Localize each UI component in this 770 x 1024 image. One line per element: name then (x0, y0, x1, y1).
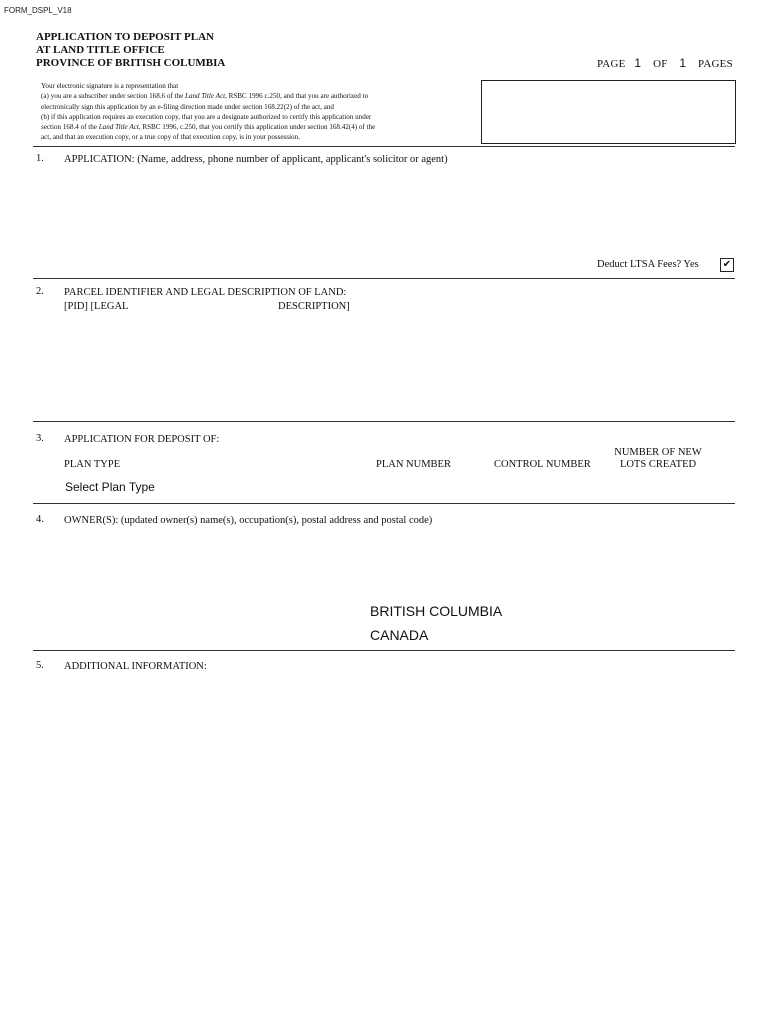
pages-label: PAGES (698, 58, 733, 70)
signature-notice-line: Your electronic signature is a representation that (41, 82, 179, 90)
act-name: Land Title Act (98, 123, 139, 132)
section-2-number: 2. (36, 286, 44, 297)
additional-information-field[interactable] (64, 676, 734, 996)
section-divider (33, 421, 735, 422)
section-1-number: 1. (36, 153, 44, 164)
section-5-number: 5. (36, 660, 44, 671)
control-number-field[interactable] (494, 477, 599, 495)
section-2-label: PARCEL IDENTIFIER AND LEGAL DESCRIPTION OF LAND: (64, 287, 347, 298)
plan-type-select[interactable]: Select Plan Type (65, 480, 155, 494)
act-name: Land Title Act (185, 92, 226, 101)
section-divider (33, 503, 735, 504)
signature-field[interactable] (481, 80, 736, 144)
page-indicator (597, 56, 733, 70)
section-divider (33, 650, 735, 651)
deduct-fees-label: Deduct LTSA Fees? Yes (597, 259, 699, 270)
lots-created-header: NUMBER OF NEW LOTS CREATED (614, 447, 702, 470)
plan-number-field[interactable] (370, 477, 470, 495)
form-title (36, 31, 225, 70)
page-number-field[interactable]: 1 (634, 56, 642, 70)
signature-notice-line: act, and that an execution copy, or a true copy of that execution copy, is in your possession. (41, 133, 300, 142)
signature-notice-line: (b) if this application requires an execution copy, that you are a designate authorized to certify this application under (41, 112, 372, 121)
page-label: PAGE (597, 58, 626, 70)
plan-number-header: PLAN NUMBER (376, 459, 451, 470)
section-3-number: 3. (36, 433, 44, 444)
section-divider (33, 146, 735, 147)
signature-notice-line: (a) you are a subscriber under section 168.6 of the Land Title Act, RSBC 1996 c.250, and that you are authorized to (41, 92, 369, 101)
of-label: OF (653, 58, 668, 70)
title-line-1: APPLICATION TO DEPOSIT PLAN (36, 31, 214, 43)
section-divider (33, 278, 735, 279)
legal-description-text: DESCRIPTION] (278, 301, 350, 312)
title-line-2: AT LAND TITLE OFFICE (36, 44, 165, 56)
control-number-header: CONTROL NUMBER (494, 459, 591, 470)
form-id: FORM_DSPL_V18 (4, 6, 72, 15)
pid-legal-text: [PID] [LEGAL (64, 301, 129, 312)
signature-notice-line: electronically sign this application by an e-filing direction made under section 168.22(2) of the act, and (41, 102, 334, 111)
title-line-3: PROVINCE OF BRITISH COLUMBIA (36, 57, 226, 69)
lots-created-field[interactable] (612, 477, 712, 495)
section-4-number: 4. (36, 514, 44, 525)
plan-type-header: PLAN TYPE (64, 459, 121, 470)
applicant-field[interactable] (64, 168, 734, 252)
signature-notice-line: section 168.4 of the Land Title Act, RSBC 1996, c.250, that you certify this application under section 168.42(4) of the (41, 123, 376, 132)
section-1-label: APPLICATION: (Name, address, phone number of applicant, applicant's solicitor or agent) (64, 154, 448, 165)
section-4-label: OWNER(S): (updated owner(s) name(s), occupation(s), postal address and postal code) (64, 515, 433, 526)
deduct-fees-checkbox[interactable]: ✔ (720, 258, 734, 272)
total-pages-field[interactable]: 1 (679, 56, 687, 70)
signature-notice (41, 81, 471, 143)
owner-province: BRITISH COLUMBIA (370, 603, 503, 619)
legal-description-field[interactable] (64, 315, 734, 415)
owner-field[interactable] (64, 530, 734, 598)
owner-country: CANADA (370, 627, 429, 643)
section-3-label: APPLICATION FOR DEPOSIT OF: (64, 434, 220, 445)
section-5-label: ADDITIONAL INFORMATION: (64, 661, 207, 672)
